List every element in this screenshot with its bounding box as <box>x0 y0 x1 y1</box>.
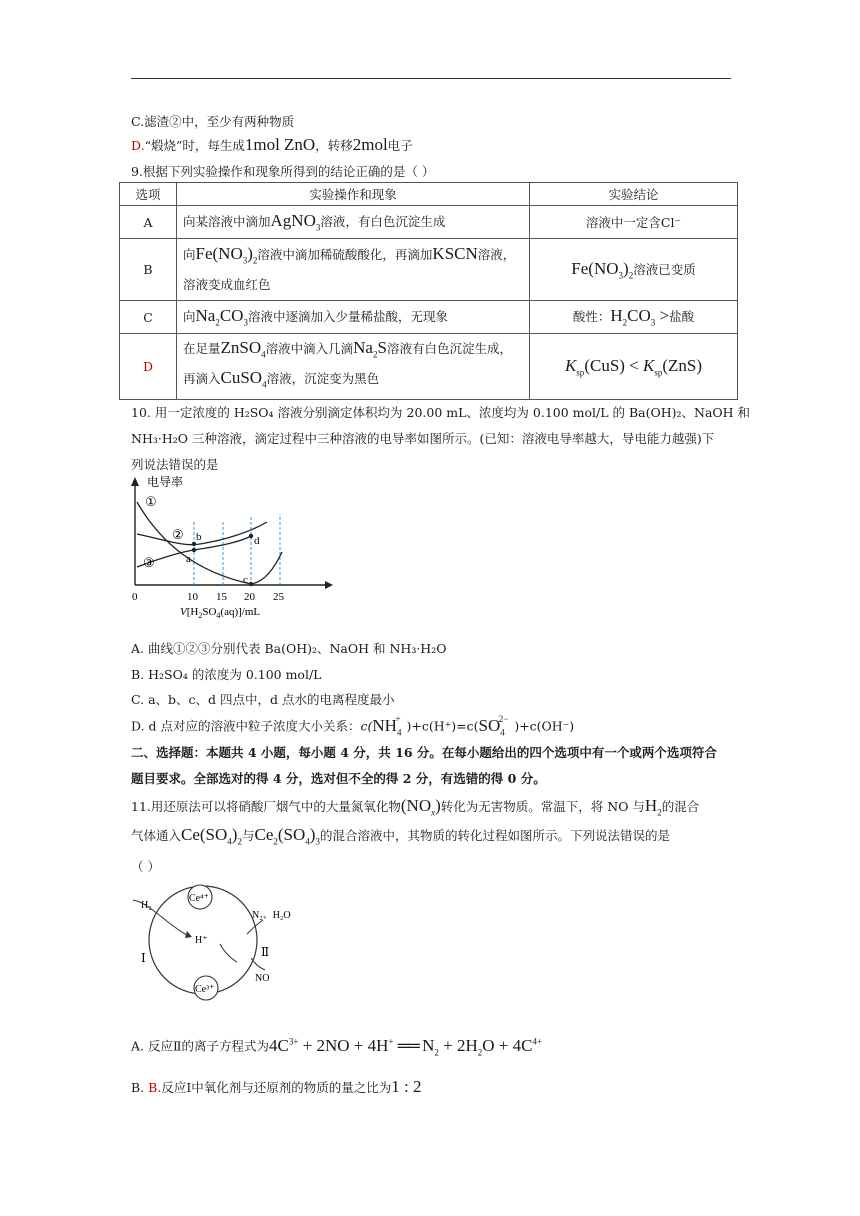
hplus-arrow <box>220 944 237 962</box>
arrow-head <box>185 931 192 938</box>
cell-text: 溶液变成血红色 <box>183 276 271 292</box>
formula-h2: $H_2$ <box>644 796 662 818</box>
q11-option-b <box>131 1076 422 1099</box>
q10-stem-line3: 列说法错误的是 <box>131 457 219 472</box>
q9-experiment-table <box>119 182 738 400</box>
table-row <box>120 334 738 400</box>
option-letter: B. <box>148 1080 162 1095</box>
q10-stem-line1: 10. 用一定浓度的 H₂SO₄ 溶液分别滴定体积均为 20.00 mL、浓度均为 0.100 mol/L 的 Ba(OH)₂、NaOH 和 <box>131 405 751 420</box>
ce3-label: Ce³⁺ <box>195 984 215 995</box>
cell-text: 溶液中逐滴加入少量稀盐酸，无现象 <box>247 309 448 325</box>
x-axis-label: $V[H_2SO_4(aq)]/mL$ <box>180 606 261 620</box>
q8-option-d-text3: 电子 <box>387 138 413 153</box>
table-cell-operation <box>177 301 530 334</box>
header-rule <box>131 78 731 79</box>
q8-formula-zno: 1mol ZnO <box>244 135 316 154</box>
table-cell-option: C <box>120 301 177 334</box>
point-label: a <box>186 553 191 565</box>
q10-option-b: B. H₂SO₄ 的浓度为 0.100 mol/L <box>131 667 322 682</box>
formula-fe-no3-2: $Fe(NO_3)_2$ <box>571 258 634 281</box>
formula-fe-no3-2: $Fe(NO_3)_2$ <box>195 244 258 266</box>
q8-option-d-text2: ，转移 <box>315 138 353 153</box>
option-text: A. 反应Ⅱ的离子方程式为 <box>131 1038 269 1054</box>
table-row <box>120 301 738 334</box>
reaction-1-label: Ⅰ <box>141 951 146 965</box>
section-2-instructions-line2: 题目要求。全部选对的得 4 分，选对但不全的得 2 分，有选错的得 0 分。 <box>131 771 546 786</box>
reaction-2-label: Ⅱ <box>261 945 270 959</box>
q8-option-d <box>131 136 413 155</box>
q10-option-d <box>131 712 574 741</box>
table-header: 实验结论 <box>530 183 738 206</box>
stem-text: 与 <box>241 828 255 843</box>
table-cell-option: D <box>120 334 177 400</box>
formula-text: AgNO <box>270 211 316 231</box>
q11-stem-line3: （ ） <box>131 859 160 874</box>
formula-na2co3: $Na_2CO_3$ <box>195 306 248 328</box>
x-tick-label: 10 <box>187 591 198 603</box>
cell-text: 溶液有白色沉淀生成， <box>386 341 512 356</box>
x-tick-label: 15 <box>216 591 227 603</box>
formula-reaction-2: $4C^{3+} + 2NO + 4H^+$ ══ $N_2 + 2H_2O + 4C^{4+}$ <box>268 1035 543 1058</box>
formula-h2co3: $H_2CO_3$ > <box>610 306 670 328</box>
cell-text: 溶液中滴加稀硫酸酸化，再滴加 <box>257 247 433 263</box>
option-text: B. <box>131 1080 149 1095</box>
table-header: 选项 <box>120 183 177 206</box>
q8-option-c: C.滤渣②中，至少有两种物质 <box>131 114 295 129</box>
products-label: N₂、H₂O <box>252 910 291 921</box>
cell-text: 盐酸 <box>669 309 695 325</box>
cell-text: 再滴入 <box>183 371 221 387</box>
table-cell-operation <box>177 334 530 400</box>
option-text: )+c(OH⁻) <box>514 718 575 734</box>
ce4-label: Ce⁴⁺ <box>189 893 209 904</box>
hplus-label: H⁺ <box>195 935 208 946</box>
formula-cuso4: CuSO$_4$ <box>220 368 267 390</box>
table-cell-conclusion <box>530 239 738 301</box>
curve-label: ③ <box>143 555 155 570</box>
section-2-instructions-line1: 二、选择题：本题共 4 小题，每小题 4 分，共 16 分。在每小题给出的四个选项中有一个或两个选项符合 <box>131 745 717 760</box>
h2-label: H₂ <box>141 900 152 911</box>
formula-nh4: $NH_4^+$ <box>372 714 402 738</box>
products-arrow <box>247 920 263 934</box>
formula-znso4: ZnSO$_4$ <box>220 338 266 360</box>
option-text: c( <box>360 718 373 734</box>
q8-option-d-letter: D. <box>131 138 145 153</box>
point-c <box>249 582 253 586</box>
stem-text: 11.用还原法可以将硝酸厂烟气中的大量氮氧化物 <box>131 799 401 814</box>
cell-text: 向某溶液中滴加 <box>183 214 271 230</box>
cell-text: 在足量 <box>183 341 221 356</box>
point-label: d <box>254 535 260 547</box>
no-label: NO <box>255 973 270 984</box>
cerium-cycle-diagram <box>125 878 291 1013</box>
q11-stem-line2 <box>131 826 670 850</box>
point-d <box>249 534 253 538</box>
x-axis-arrow <box>325 581 333 589</box>
table-cell-operation <box>177 239 530 301</box>
formula-agno3: AgNO$_3$ <box>270 211 321 233</box>
q10-option-c: C. a、b、c、d 四点中，d 点水的电离程度最小 <box>131 692 395 707</box>
cell-text: 溶液，沉淀变为黑色 <box>266 371 380 387</box>
curve-label: ② <box>172 527 184 542</box>
table-cell-conclusion: 溶液中一定含Cl⁻ <box>530 206 738 239</box>
cell-text: 向 <box>183 309 196 325</box>
cell-text: 溶液， <box>477 247 516 263</box>
stem-text: 转化为无害物质。常温下，将 NO 与 <box>440 799 645 814</box>
formula-nox: $(NO_x)$ <box>400 796 441 818</box>
curve-2 <box>137 522 267 545</box>
y-axis-label: 电导率 <box>147 475 184 489</box>
table-cell-operation <box>177 206 530 239</box>
table-cell-conclusion <box>530 301 738 334</box>
stem-text: 的混合 <box>661 799 700 814</box>
q10-option-a: A. 曲线①②③分别代表 Ba(OH)₂、NaOH 和 NH₃·H₂O <box>131 641 447 656</box>
cell-text: 酸性： <box>572 309 611 325</box>
x-tick-label: 0 <box>132 591 138 603</box>
x-tick-label: 25 <box>273 591 284 603</box>
curve-label: ① <box>145 494 157 509</box>
formula-na2s: $Na_2S$ <box>353 338 387 360</box>
q11-option-a <box>131 1030 542 1063</box>
table-header: 实验操作和现象 <box>177 183 530 206</box>
table-row <box>120 239 738 301</box>
cell-text: 溶液中滴入几滴 <box>265 341 354 356</box>
table-cell-conclusion <box>530 334 738 400</box>
formula-ce2-so4-3: $Ce_2(SO_4)_3$ <box>254 825 320 847</box>
cell-text: 溶液已变质 <box>633 261 696 277</box>
option-text: )+c(H⁺)=c( <box>406 718 479 734</box>
option-text: D. d 点对应的溶液中粒子浓度大小关系： <box>131 718 361 734</box>
formula-kscn: KSCN <box>432 244 478 264</box>
point-label: b <box>196 531 202 543</box>
point-a <box>192 548 196 552</box>
y-axis-arrow <box>131 477 139 486</box>
formula-so4: $SO_4^{2-}$ <box>478 714 509 738</box>
option-text: 反应Ⅰ中氧化剂与还原剂的物质的量之比为 <box>161 1080 392 1095</box>
cell-text: 溶液，有白色沉淀生成 <box>320 214 446 230</box>
table-cell-option: B <box>120 239 177 301</box>
curve-1 <box>137 502 282 584</box>
q10-stem-line2: NH₃·H₂O 三种溶液，滴定过程中三种溶液的电导率如图所示。(已知：溶液电导率越大，导电能力越强)下 <box>131 431 715 446</box>
point-label: c <box>243 574 248 586</box>
q9-stem: 9.根据下列实验操作和现象所得到的结论正确的是（ ） <box>131 164 435 179</box>
formula-ksp-compare: $K_{sp}(CuS) < K_{sp}(ZnS)$ <box>564 355 703 378</box>
q8-formula-2mol: 2mol <box>352 135 388 154</box>
formula-ratio: 1 : 2 <box>391 1077 422 1096</box>
stem-text: 气体通入 <box>131 828 182 843</box>
cell-text: 向 <box>183 247 196 263</box>
conductivity-chart <box>125 472 340 620</box>
x-tick-label: 20 <box>244 591 255 603</box>
stem-text: 的混合溶液中，其物质的转化过程如图所示。下列说法错误的是 <box>319 828 670 843</box>
table-row <box>120 206 738 239</box>
table-header-row <box>120 183 738 206</box>
formula-ce-so4-2: $Ce(SO_4)_2$ <box>181 825 242 847</box>
table-cell-option: A <box>120 206 177 239</box>
q8-option-d-text: “煅烧”时，每生成 <box>144 138 245 153</box>
q11-stem-line1 <box>131 797 699 821</box>
